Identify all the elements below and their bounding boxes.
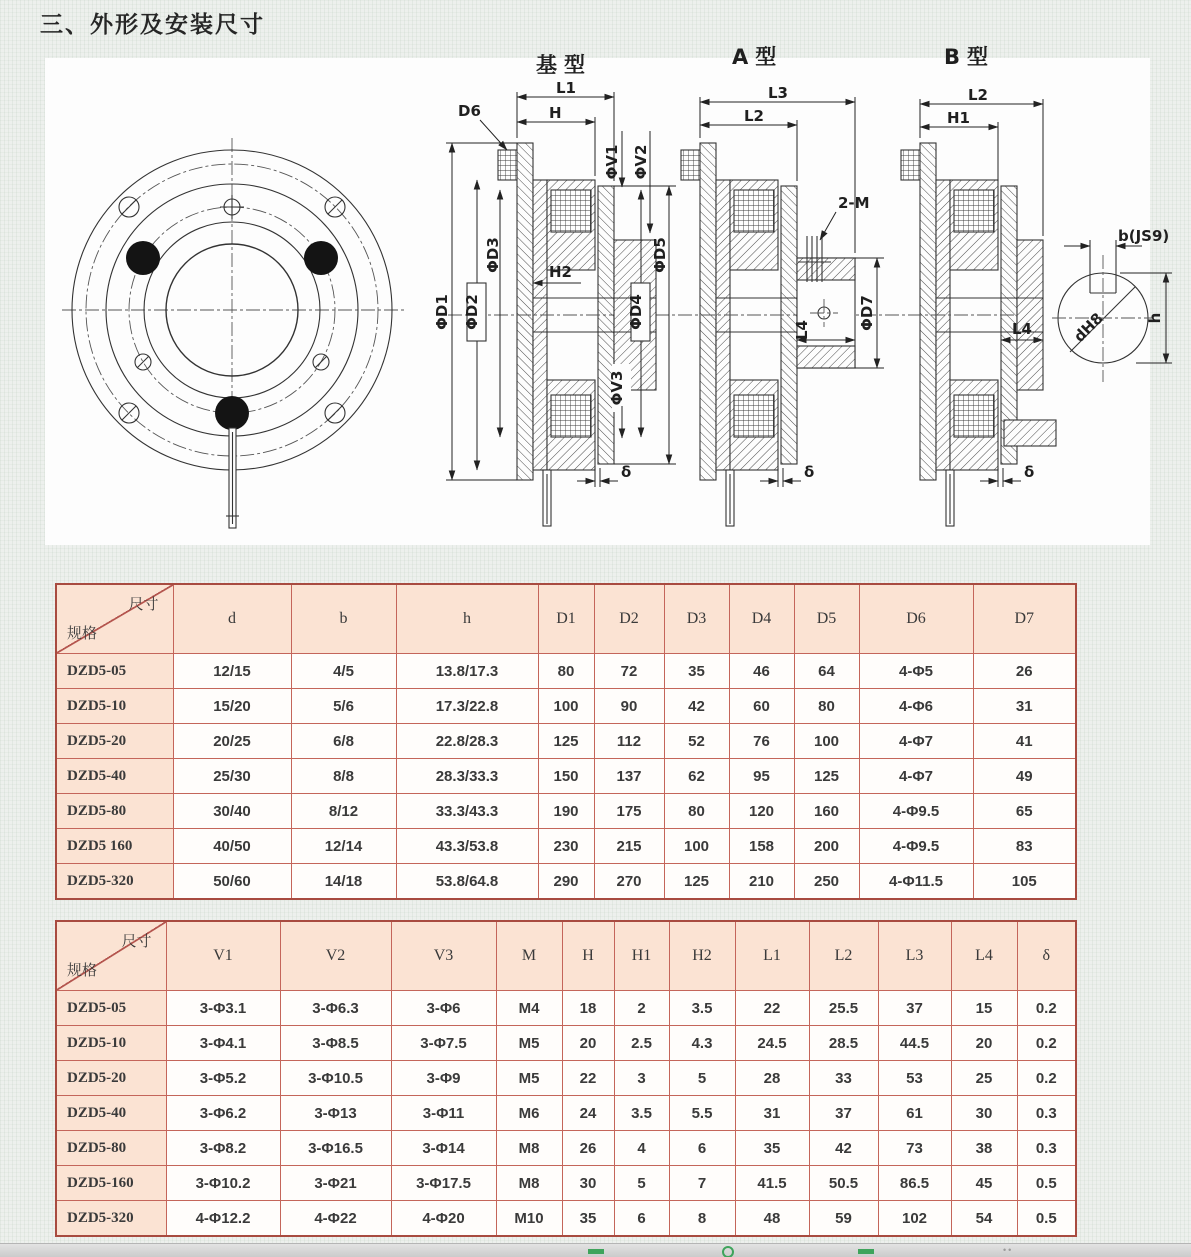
dim-v2-label: ΦV2 — [632, 144, 650, 180]
table-cell: 83 — [973, 829, 1076, 864]
dim-d3-label: ΦD3 — [484, 237, 502, 273]
table-row — [56, 654, 1076, 689]
column-header: L2 — [809, 921, 878, 991]
table-cell: 4-Φ6 — [859, 689, 973, 724]
table-cell: 30 — [562, 1166, 614, 1201]
dim-d4-label: ΦD4 — [627, 294, 645, 330]
table-header-row — [56, 921, 1076, 991]
column-header: d — [173, 584, 291, 654]
dimension-table-1 — [55, 583, 1077, 900]
table-cell: 0.5 — [1017, 1166, 1076, 1201]
table-cell: 0.5 — [1017, 1201, 1076, 1237]
table-cell: 28 — [735, 1061, 809, 1096]
table-cell: 62 — [664, 759, 729, 794]
table-cell: 41.5 — [735, 1166, 809, 1201]
table-cell: 190 — [538, 794, 594, 829]
dim-v1-label: ΦV1 — [603, 144, 621, 180]
column-header: h — [396, 584, 538, 654]
dim-l2-label: L2 — [968, 86, 988, 104]
table-cell: 4-Φ5 — [859, 654, 973, 689]
table-cell: 4-Φ9.5 — [859, 794, 973, 829]
table-cell: 50.5 — [809, 1166, 878, 1201]
table-cell: 5 — [614, 1166, 669, 1201]
table-cell: 210 — [729, 864, 794, 900]
row-model-label: DZD5-20 — [56, 1061, 166, 1096]
table-cell: 4-Φ20 — [391, 1201, 496, 1237]
table-cell: 2.5 — [614, 1026, 669, 1061]
table-cell: 80 — [664, 794, 729, 829]
table-cell: 61 — [878, 1096, 951, 1131]
table-cell: 72 — [594, 654, 664, 689]
base-type-title: 基型 — [536, 53, 592, 77]
table-cell: 2 — [614, 991, 669, 1026]
column-header: D5 — [794, 584, 859, 654]
table-cell: 20/25 — [173, 724, 291, 759]
table-cell: 22 — [735, 991, 809, 1026]
table-cell: 12/14 — [291, 829, 396, 864]
table-cell: M5 — [496, 1026, 562, 1061]
table-cell: 38 — [951, 1131, 1017, 1166]
table-cell: 3-Φ11 — [391, 1096, 496, 1131]
table-cell: 52 — [664, 724, 729, 759]
table-cell: 150 — [538, 759, 594, 794]
table-cell: 0.3 — [1017, 1096, 1076, 1131]
table-cell: 35 — [735, 1131, 809, 1166]
table-cell: 30 — [951, 1096, 1017, 1131]
table-cell: 33.3/43.3 — [396, 794, 538, 829]
row-model-label: DZD5-320 — [56, 1201, 166, 1237]
column-header: V1 — [166, 921, 280, 991]
page-title: 三、外形及安装尺寸 — [40, 12, 265, 38]
column-header: H1 — [614, 921, 669, 991]
table-cell: 100 — [794, 724, 859, 759]
table-cell: 35 — [562, 1201, 614, 1237]
table-cell: 6 — [614, 1201, 669, 1237]
table-cell: 33 — [809, 1061, 878, 1096]
table-cell: 43.3/53.8 — [396, 829, 538, 864]
table-cell: 4-Φ7 — [859, 724, 973, 759]
table-cell: 42 — [664, 689, 729, 724]
table-cell: 6/8 — [291, 724, 396, 759]
table-cell: 25 — [951, 1061, 1017, 1096]
dim-v3-label: ΦV3 — [608, 370, 626, 406]
table-cell: 200 — [794, 829, 859, 864]
table-cell: 3-Φ8.5 — [280, 1026, 391, 1061]
toolbar-dots-icon[interactable]: •• — [1003, 1245, 1014, 1255]
table-cell: 24.5 — [735, 1026, 809, 1061]
column-header: L3 — [878, 921, 951, 991]
corner-cell — [56, 921, 166, 991]
table-cell: 3-Φ6 — [391, 991, 496, 1026]
table-cell: 22.8/28.3 — [396, 724, 538, 759]
column-header: D2 — [594, 584, 664, 654]
table-cell: 3-Φ16.5 — [280, 1131, 391, 1166]
table-cell: 3-Φ5.2 — [166, 1061, 280, 1096]
table-cell: 8/12 — [291, 794, 396, 829]
table-cell: 24 — [562, 1096, 614, 1131]
table-cell: M8 — [496, 1131, 562, 1166]
table-cell: 40/50 — [173, 829, 291, 864]
table-cell: 7 — [669, 1166, 735, 1201]
column-header: L1 — [735, 921, 809, 991]
technical-drawing — [0, 0, 1191, 560]
table-cell: 54 — [951, 1201, 1017, 1237]
dim-l4-label: L4 — [1012, 320, 1032, 338]
table-cell: 4.3 — [669, 1026, 735, 1061]
table-cell: 175 — [594, 794, 664, 829]
table-cell: 3-Φ10.5 — [280, 1061, 391, 1096]
table-cell: 60 — [729, 689, 794, 724]
table-cell: 90 — [594, 689, 664, 724]
table-cell: 31 — [735, 1096, 809, 1131]
table-row — [56, 759, 1076, 794]
row-model-label: DZD5-10 — [56, 1026, 166, 1061]
dim-d7-label: ΦD7 — [858, 295, 876, 331]
dim-delta-label: δ — [1024, 463, 1035, 481]
dim-delta-label: δ — [621, 463, 632, 481]
table-cell: 4 — [614, 1131, 669, 1166]
column-header: D6 — [859, 584, 973, 654]
table-cell: 31 — [973, 689, 1076, 724]
dim-b-js9-label: b(JS9) — [1118, 227, 1170, 245]
table-cell: M10 — [496, 1201, 562, 1237]
column-header: H2 — [669, 921, 735, 991]
table-row — [56, 724, 1076, 759]
table-cell: 26 — [562, 1131, 614, 1166]
dim-l3-label: L3 — [768, 84, 788, 102]
table-row — [56, 1166, 1076, 1201]
table-cell: M6 — [496, 1096, 562, 1131]
table-cell: 95 — [729, 759, 794, 794]
table-cell: 125 — [794, 759, 859, 794]
table-cell: 5 — [669, 1061, 735, 1096]
row-model-label: DZD5-05 — [56, 654, 173, 689]
corner-label-dimension: 尺寸 — [121, 934, 152, 950]
dim-d6-label: D6 — [458, 102, 481, 120]
table-cell: 12/15 — [173, 654, 291, 689]
table-cell: 41 — [973, 724, 1076, 759]
table-cell: 73 — [878, 1131, 951, 1166]
dim-h2-label: H2 — [549, 263, 572, 281]
column-header: M — [496, 921, 562, 991]
column-header: V2 — [280, 921, 391, 991]
dim-h-shaft-label: h — [1146, 312, 1164, 324]
dim-2m-label: 2-M — [838, 194, 870, 212]
table-cell: 3-Φ9 — [391, 1061, 496, 1096]
table-cell: 59 — [809, 1201, 878, 1237]
table-cell: 0.3 — [1017, 1131, 1076, 1166]
table-cell: 250 — [794, 864, 859, 900]
table-cell: 17.3/22.8 — [396, 689, 538, 724]
table-row — [56, 829, 1076, 864]
table-cell: 4-Φ9.5 — [859, 829, 973, 864]
column-header: D4 — [729, 584, 794, 654]
row-model-label: DZD5-80 — [56, 1131, 166, 1166]
column-header: D1 — [538, 584, 594, 654]
table-cell: M8 — [496, 1166, 562, 1201]
table-cell: 3.5 — [669, 991, 735, 1026]
corner-label-spec: 规格 — [67, 963, 98, 979]
row-model-label: DZD5-40 — [56, 1096, 166, 1131]
table-cell: 76 — [729, 724, 794, 759]
a-type-title: A型 — [732, 45, 784, 69]
dim-l4-label: L4 — [793, 320, 811, 340]
bottom-toolbar-strip — [0, 1243, 1191, 1257]
column-header: δ — [1017, 921, 1076, 991]
table-cell: 48 — [735, 1201, 809, 1237]
table-cell: 80 — [794, 689, 859, 724]
table-cell: 3-Φ17.5 — [391, 1166, 496, 1201]
row-model-label: DZD5-05 — [56, 991, 166, 1026]
table-cell: 3-Φ3.1 — [166, 991, 280, 1026]
table-cell: 4-Φ22 — [280, 1201, 391, 1237]
table-cell: 22 — [562, 1061, 614, 1096]
table-cell: 53.8/64.8 — [396, 864, 538, 900]
table-cell: 80 — [538, 654, 594, 689]
table-cell: M5 — [496, 1061, 562, 1096]
table-cell: 28.3/33.3 — [396, 759, 538, 794]
table-cell: 3-Φ21 — [280, 1166, 391, 1201]
table-cell: 4-Φ12.2 — [166, 1201, 280, 1237]
table-cell: 26 — [973, 654, 1076, 689]
table-cell: 46 — [729, 654, 794, 689]
table-cell: 105 — [973, 864, 1076, 900]
corner-label-spec: 规格 — [67, 626, 98, 642]
table-cell: 65 — [973, 794, 1076, 829]
column-header: b — [291, 584, 396, 654]
table-row — [56, 1201, 1076, 1237]
column-header: V3 — [391, 921, 496, 991]
table-header-row — [56, 584, 1076, 654]
table-cell: 25/30 — [173, 759, 291, 794]
column-header: H — [562, 921, 614, 991]
table-cell: 158 — [729, 829, 794, 864]
row-model-label: DZD5-320 — [56, 864, 173, 900]
row-model-label: DZD5-10 — [56, 689, 173, 724]
table-cell: 5/6 — [291, 689, 396, 724]
table-cell: 86.5 — [878, 1166, 951, 1201]
table-cell: 37 — [878, 991, 951, 1026]
table-row — [56, 1061, 1076, 1096]
table-row — [56, 864, 1076, 900]
toolbar-dash-icon[interactable] — [588, 1249, 604, 1254]
dim-d1-label: ΦD1 — [433, 294, 451, 330]
table-cell: 3 — [614, 1061, 669, 1096]
table-cell: 3.5 — [614, 1096, 669, 1131]
table-cell: 35 — [664, 654, 729, 689]
table-cell: 3-Φ10.2 — [166, 1166, 280, 1201]
table-cell: 3-Φ14 — [391, 1131, 496, 1166]
table-cell: 100 — [538, 689, 594, 724]
table-cell: 137 — [594, 759, 664, 794]
row-model-label: DZD5-20 — [56, 724, 173, 759]
row-model-label: DZD5-80 — [56, 794, 173, 829]
table-cell: 3-Φ7.5 — [391, 1026, 496, 1061]
dim-l1-label: L1 — [556, 79, 576, 97]
table-cell: 125 — [664, 864, 729, 900]
table-cell: 8 — [669, 1201, 735, 1237]
table-row — [56, 1131, 1076, 1166]
table-cell: 160 — [794, 794, 859, 829]
dim-h-label: H — [549, 104, 562, 122]
table-cell: 0.2 — [1017, 991, 1076, 1026]
dim-d2-label: ΦD2 — [463, 294, 481, 330]
table-cell: 3-Φ6.3 — [280, 991, 391, 1026]
table-cell: 4-Φ7 — [859, 759, 973, 794]
table-cell: 3-Φ8.2 — [166, 1131, 280, 1166]
table-cell: 4-Φ11.5 — [859, 864, 973, 900]
table-cell: 14/18 — [291, 864, 396, 900]
table-cell: 0.2 — [1017, 1026, 1076, 1061]
table-cell: 20 — [562, 1026, 614, 1061]
table-cell: 44.5 — [878, 1026, 951, 1061]
b-type-title: B型 — [944, 45, 996, 69]
row-model-label: DZD5-40 — [56, 759, 173, 794]
column-header: L4 — [951, 921, 1017, 991]
row-model-label: DZD5 160 — [56, 829, 173, 864]
table-cell: 100 — [664, 829, 729, 864]
row-model-label: DZD5-160 — [56, 1166, 166, 1201]
table-row — [56, 794, 1076, 829]
toolbar-dash-icon[interactable] — [858, 1249, 874, 1254]
table-cell: 42 — [809, 1131, 878, 1166]
table-cell: 20 — [951, 1026, 1017, 1061]
table-cell: 13.8/17.3 — [396, 654, 538, 689]
table-cell: 102 — [878, 1201, 951, 1237]
table-cell: 3-Φ4.1 — [166, 1026, 280, 1061]
table-cell: 230 — [538, 829, 594, 864]
corner-cell — [56, 584, 173, 654]
table-cell: 6 — [669, 1131, 735, 1166]
table-cell: 25.5 — [809, 991, 878, 1026]
table-cell: 28.5 — [809, 1026, 878, 1061]
table-cell: 37 — [809, 1096, 878, 1131]
table-cell: 30/40 — [173, 794, 291, 829]
dim-h1-label: H1 — [947, 109, 970, 127]
table-cell: 50/60 — [173, 864, 291, 900]
table-cell: 270 — [594, 864, 664, 900]
table-cell: 0.2 — [1017, 1061, 1076, 1096]
table-row — [56, 991, 1076, 1026]
corner-label-dimension: 尺寸 — [128, 597, 159, 613]
dim-dh8-label: dH8 — [1070, 309, 1107, 346]
table-cell: 290 — [538, 864, 594, 900]
toolbar-ring-icon[interactable] — [722, 1246, 734, 1257]
table-cell: 3-Φ6.2 — [166, 1096, 280, 1131]
table-cell: 8/8 — [291, 759, 396, 794]
table-cell: 49 — [973, 759, 1076, 794]
table-cell: 15/20 — [173, 689, 291, 724]
table-cell: 4/5 — [291, 654, 396, 689]
table-cell: 45 — [951, 1166, 1017, 1201]
table-cell: 3-Φ13 — [280, 1096, 391, 1131]
table-row — [56, 689, 1076, 724]
table-cell: 215 — [594, 829, 664, 864]
table-cell: 18 — [562, 991, 614, 1026]
table-row — [56, 1096, 1076, 1131]
table-cell: 15 — [951, 991, 1017, 1026]
table-cell: 120 — [729, 794, 794, 829]
dim-l2-label: L2 — [744, 107, 764, 125]
table-cell: M4 — [496, 991, 562, 1026]
table-cell: 112 — [594, 724, 664, 759]
column-header: D3 — [664, 584, 729, 654]
dimension-table-2 — [55, 920, 1077, 1237]
table-cell: 64 — [794, 654, 859, 689]
dim-delta-label: δ — [804, 463, 815, 481]
dim-d5-label: ΦD5 — [651, 237, 669, 273]
table-cell: 53 — [878, 1061, 951, 1096]
table-cell: 125 — [538, 724, 594, 759]
table-cell: 5.5 — [669, 1096, 735, 1131]
table-row — [56, 1026, 1076, 1061]
column-header: D7 — [973, 584, 1076, 654]
